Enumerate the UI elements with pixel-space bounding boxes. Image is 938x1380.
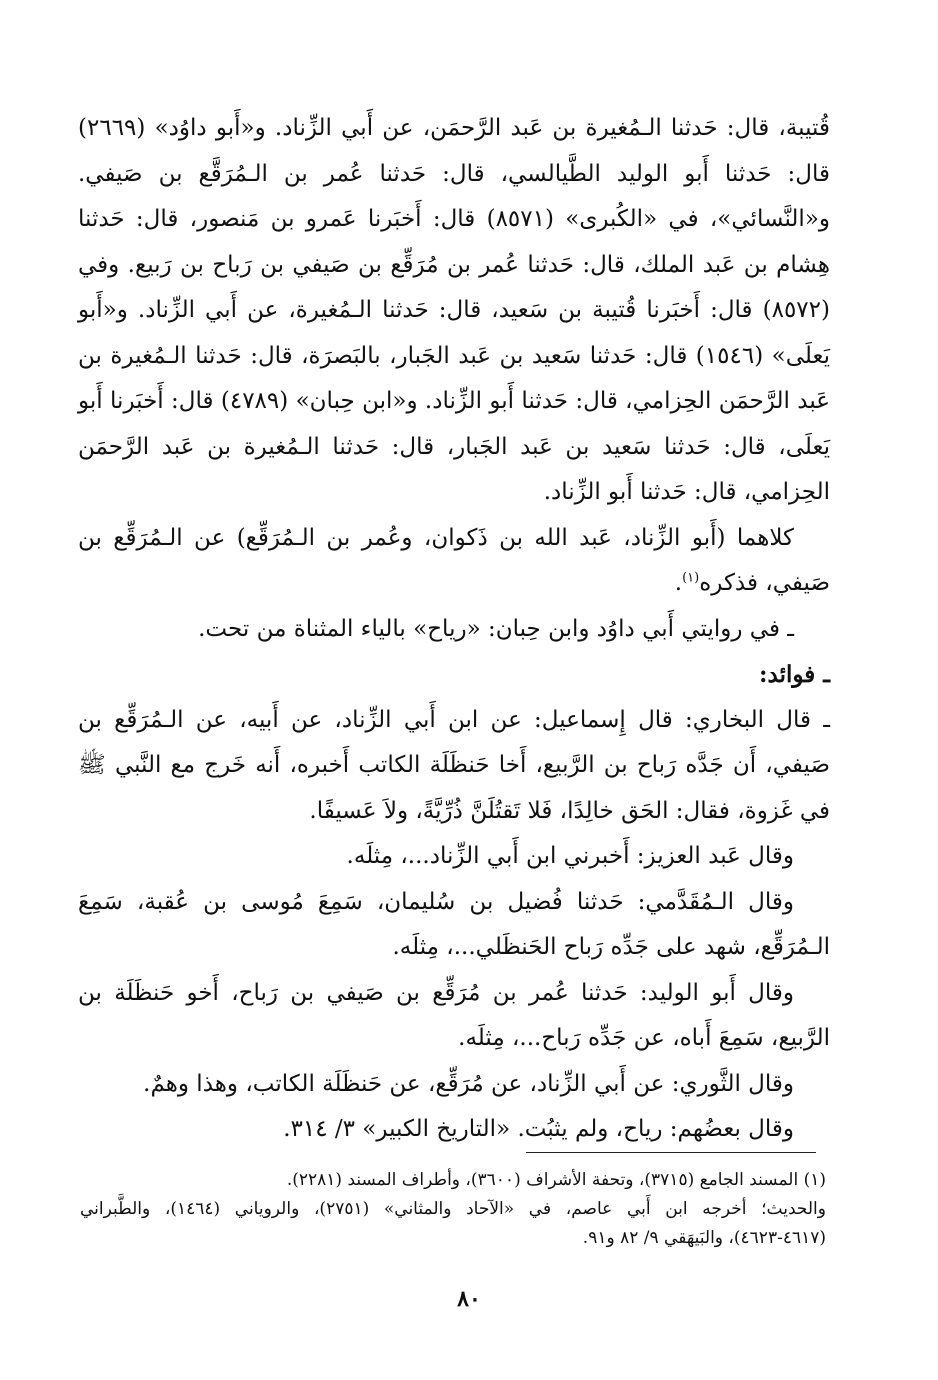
paragraph-thawri: وقال الثَّوري: عن أَبي الزِّناد، عن مُرَقِّع، عن حَنظَلَة الكاتب، وهذا وهمٌ. — [143, 1070, 794, 1097]
paragraph-both-narrators-text: كلاهما (أَبو الزِّناد، عَبد الله بن ذَكوان، وعُمر بن الـمُرَقِّع) عن الـمُرَقِّع بن صَيفي، فذكره — [78, 524, 830, 596]
footnote-divider — [526, 1152, 816, 1153]
paragraph-baduhum: وقال بعضُهم: رياح، ولم يثبُت. «التاريخ الكبير» ٣/ ٣١٤. — [283, 1116, 794, 1142]
main-text — [78, 106, 830, 1153]
footnote-1: (١) المسند الجامع (٣٧١٥)، وتحفة الأشراف (٣٦٠٠)، وأطراف المسند (٢٢٨١). — [286, 1170, 826, 1190]
paragraph-isnad: قُتيبة، قال: حَدثنا الـمُغيرة بن عَبد الرَّحمَن، عن أَبي الزِّناد. و«أَبو داوُد» (٢٦٦٩) قال: حَدثنا أَبو الوليد الطَّيالسي، قال: حَدثنا عُمر بن الـمُرَقَّع بن صَيفي. و«النَّسائي»، في «الكُبرى» (٨٥٧١) قال: أَخبَرنا عَمرو بن مَنصور، قال: حَدثنا هِشام بن عَبد الملك، قال: حَدثنا عُمر بن مُرَقِّع بن صَيفي بن رَباح بن رَبيع. وفي (٨٥٧٢) قال: أَخبَرنا قُتيبة بن سَعيد، قال: حَدثنا الـمُغيرة، عن أَبي الزِّناد. و«أَبو يَعلَى» (١٥٤٦) قال: حَدثنا سَعيد بن عَبد الجَبار، بالبَصرَة، قال: حَدثنا الـمُغيرة بن عَبد الرَّحمَن الحِزامي، قال: حَدثنا أَبو الزِّناد. و«ابن حِبان» (٤٧٨٩) قال: أَخبَرنا أَبو يَعلَى، قال: حَدثنا سَعيد بن عَبد الجَبار، قال: حَدثنا الـمُغيرة بن عَبد الرَّحمَن الحِزامي، قال: حَدثنا أَبو الزِّناد. — [78, 115, 831, 505]
paragraph-period: . — [674, 570, 683, 596]
paragraph-abulwalid: وقال أَبو الوليد: حَدثنا عُمر بن مُرَقِّع بن صَيفي بن رَباح، أَخو حَنظَلَة بن الرَّبيع، سَمِعَ أَباه، عن جَدِّه رَباح...، مِثلَه. — [78, 979, 830, 1051]
footnotes — [80, 1166, 826, 1253]
footnote-reference: (١) — [682, 570, 700, 586]
paragraph-riwaya-note: ـ في روايتي أَبي داوُد وابن حِبان: «رياح» بالياء المثناة من تحت. — [198, 615, 794, 642]
paragraph-abdulaziz: وقال عَبد العزيز: أَخبرني ابن أَبي الزِّناد...، مِثلَه. — [346, 843, 794, 869]
paragraph-muqaddami: وقال الـمُقَدَّمي: حَدثنا فُضيل بن سُليمان، سَمِعَ مُوسى بن عُقبة، سَمِعَ الـمُرَقِّع، شهد على جَدِّه رَباح الحَنظَلي...، مِثلَه. — [78, 888, 830, 960]
paragraph-bukhari: ـ قال البخاري: قال إِسماعيل: عن ابن أَبي الزِّناد، عن أَبيه، عن الـمُرَقِّع بن صَيفي، أَن جَدَّه رَباح بن الرَّبيع، أَخا حَنظَلَة الكاتب أَخبره، أَنه خَرج مع النَّبي ﷺ في غَزوة، فقال: الحَق خالِدًا، فَلا تَقتُلَنَّ ذُرِّيَّةً، ولاَ عَسيفًا. — [78, 706, 830, 824]
footnote-1-continued: والحديث؛ أخرجه ابن أَبي عاصم، في «الآحاد والمثاني» (٢٧٥١)، والروياني (١٤٦٤)، والطَّبراني (٤٦١٧-٤٦٢٣)، والبَيهَقي ٩/ ٨٢ و٩١. — [80, 1199, 826, 1248]
paragraph-fawaid-heading: ـ فوائد: — [759, 661, 830, 688]
page-number: ٨٠ — [457, 1286, 481, 1312]
paragraph-both-narrators — [78, 516, 830, 607]
